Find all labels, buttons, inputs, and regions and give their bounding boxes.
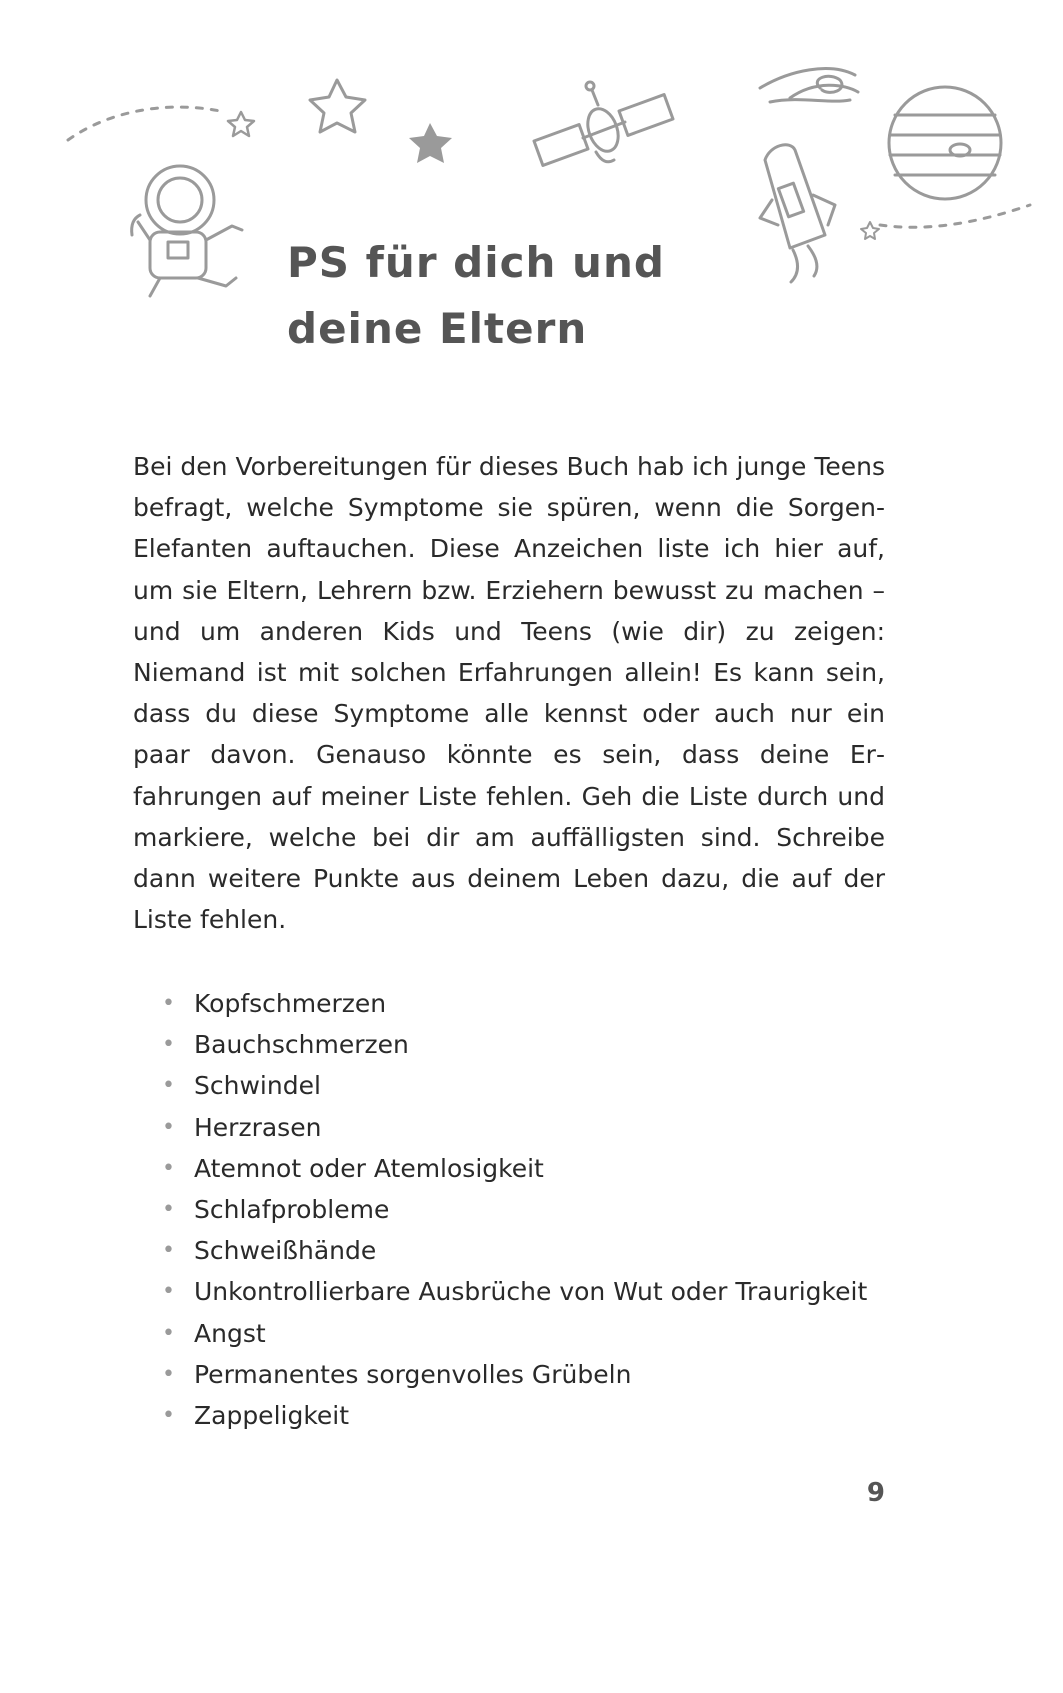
filled-star-icon	[409, 123, 452, 163]
symptom-label: Schwindel	[194, 1071, 321, 1101]
symptom-label: Permanentes sorgenvolles Grübeln	[194, 1359, 632, 1389]
title-line-1: PS für dich und	[287, 238, 665, 287]
list-item	[162, 1024, 867, 1065]
intro-paragraph: Bei den Vorbereitungen für dieses Buch hab ich junge Teens befragt, welche Symptome sie spüren, wenn die Sorgen-Elefanten auftauchen. Diese Anzeichen liste ich hier auf, um sie Eltern, Lehrern bzw. Erziehern bewusst zu machen – und um anderen Kids und Teens (wie dir) zu zeigen: Niemand ist mit solchen Erfahrungen allein! Es kann sein, dass du diese Symptome alle kennst oder auch nur ein paar davon. Genauso könnte es sein, dass deine Erfahrungen auf meiner Liste fehlen. Geh die Liste durch und markiere, welche bei dir am auffälligsten sind. Schreibe dann weitere Punkte aus deinem Leben dazu, die auf der Liste fehlen.	[133, 452, 885, 935]
list-item	[162, 1230, 867, 1271]
bullet-icon: •	[162, 1279, 175, 1305]
list-item	[162, 1395, 867, 1436]
list-item	[162, 983, 867, 1024]
rocket-icon	[760, 145, 835, 282]
bullet-icon: •	[162, 1114, 175, 1140]
symptom-list	[162, 983, 867, 1436]
outline-star-icon	[310, 80, 365, 132]
list-item	[162, 1354, 867, 1395]
bullet-icon: •	[162, 1403, 175, 1429]
page-number: 9	[866, 1478, 885, 1508]
bullet-icon: •	[162, 1073, 175, 1099]
bullet-icon: •	[162, 1361, 175, 1387]
tiny-star-icon	[861, 222, 879, 239]
bullet-icon: •	[162, 1197, 175, 1223]
list-item	[162, 1271, 867, 1312]
small-star-icon	[228, 112, 254, 136]
bullet-icon: •	[162, 1238, 175, 1264]
list-item	[162, 1065, 867, 1106]
planet-icon	[889, 87, 1001, 199]
symptom-label: Atemnot oder Atemlosigkeit	[194, 1153, 544, 1183]
list-item	[162, 1189, 867, 1230]
bullet-icon: •	[162, 1320, 175, 1346]
list-item	[162, 1148, 867, 1189]
galaxy-icon	[760, 69, 858, 102]
symptom-label: Bauchschmerzen	[194, 1030, 409, 1060]
symptom-label: Zappeligkeit	[194, 1401, 350, 1431]
bullet-icon: •	[162, 1155, 175, 1181]
bullet-icon: •	[162, 991, 175, 1016]
dashed-trail-left	[68, 107, 225, 140]
symptom-label: Kopfschmerzen	[194, 989, 387, 1018]
symptom-label: Unkontrollierbare Ausbrüche von Wut oder Traurigkeit	[194, 1277, 868, 1307]
symptom-label: Schweißhände	[194, 1236, 377, 1266]
dashed-trail-right	[880, 205, 1030, 227]
symptom-label: Schlafprobleme	[194, 1195, 390, 1225]
symptom-label: Herzrasen	[194, 1112, 322, 1142]
title-line-2: deine Eltern	[287, 304, 588, 353]
list-item	[162, 1107, 867, 1148]
list-item	[162, 1313, 867, 1354]
page-title	[287, 230, 665, 362]
symptom-label: Angst	[194, 1318, 266, 1348]
astronaut-icon	[132, 166, 242, 296]
bullet-icon: •	[162, 1032, 175, 1058]
satellite-icon	[534, 82, 673, 165]
